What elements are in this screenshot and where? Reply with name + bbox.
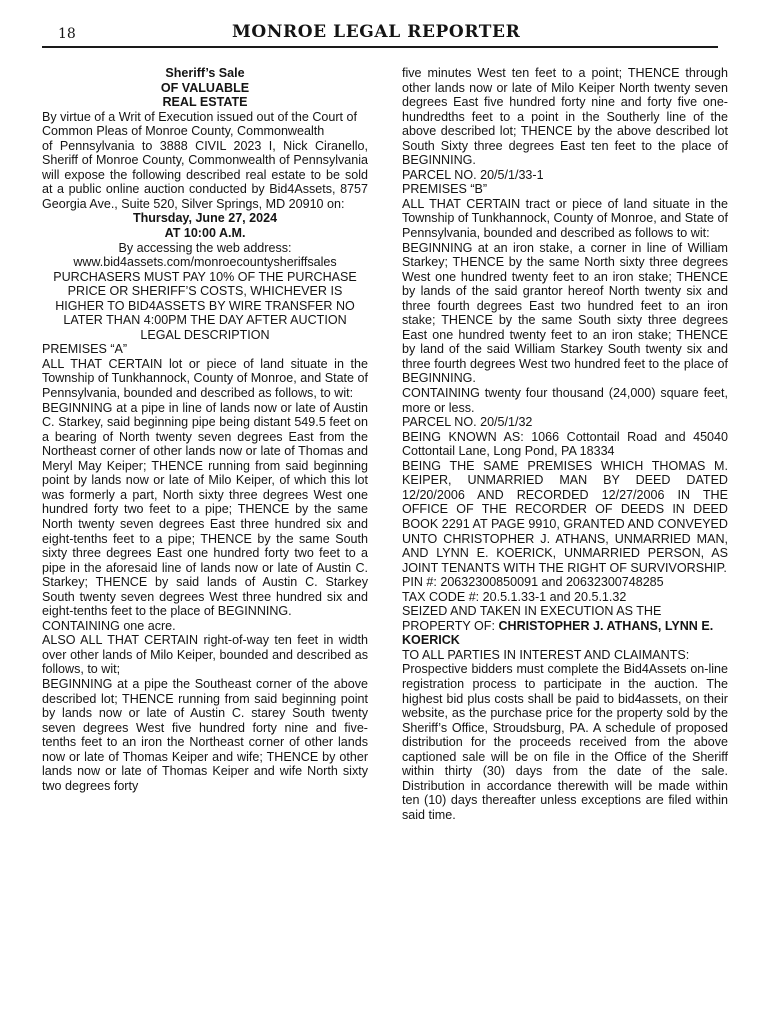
premises-a-paragraph: ALL THAT CERTAIN lot or piece of land situate in the Township of Tunkhannock, County of Monroe, and State of Pennsylvania, bounded and described as follows, to wit:	[42, 356, 368, 401]
page-header	[42, 22, 718, 48]
legal-description-heading: LEGAL DESCRIPTION	[140, 327, 270, 342]
page-number: 18	[58, 26, 76, 42]
writ-paragraph: By virtue of a Writ of Execution issued out of the Court of Common Pleas of Monroe County, Commonwealth	[42, 109, 357, 139]
premises-a-paragraph: BEGINNING at a pipe in line of lands now or late of Austin C. Starkey, said beginning pipe being distant 549.5 feet on a bearing of North twenty seven degrees East from the Northeast corner of other lands now or late of Thomas and Meryl May Keiper; THENCE running from said beginning point by lands now or late of Milo Keiper, of which this lot was formerly a part, North sixty three degrees West one hundred forty two feet to a pipe; THENCE by the same North twenty seven degrees East three hundred six and eight-tenths feet to a pipe; THENCE by the same South sixty three degrees East one hundred forty two feet to a pipe in the aforesaid line of lands now or late of Austin C. Starkey; THENCE by said lands of Austin C. Starkey South twenty seven degrees West three hundred six and eight-tenths feet to the place of BEGINNING.	[42, 400, 368, 619]
premises-b-label: PREMISES “B”	[402, 182, 488, 197]
bidders-paragraph: Prospective bidders must complete the Bid4Assets on-line registration process to participate in the auction. The highest bid plus costs shall be paid to bid4assets, on their website, as the purchase price for the property sold by the Sheriff’s Office, Stroudsburg, PA. A schedule of proposed distribution for the proceeds received from the above captioned sale will be on file in the Office of the Sheriff within thirty (30) days from the date of the sale. Distribution in accordance therewith will be made within ten (10) days thereafter unless exceptions are filed within said time.	[402, 662, 728, 822]
defendant-names: CHRISTOPHER J. ATHANS, LYNN E. KOERICK	[402, 618, 714, 648]
web-address: By accessing the web address: www.bid4assets.com/monroecountysheriffsales	[73, 240, 337, 270]
right-of-way-paragraph: five minutes West ten feet to a point; THENCE through other lands now or late of Milo Keiper North twenty seven degrees East five hundred forty nine and forty five one-hundredths feet to a point in the Southerly line of the above described lot; THENCE by the above described lot South Sixty three degrees East ten feet to the place of BEGINNING.	[402, 66, 728, 168]
sale-heading: Sheriff’s Sale	[165, 66, 245, 80]
parcel-number: PARCEL NO. 20/5/1/33-1	[402, 167, 544, 182]
seized-paragraph	[402, 604, 728, 648]
pin-number: PIN #: 20632300850091 and 20632300748285	[402, 575, 664, 590]
payment-notice: PURCHASERS MUST PAY 10% OF THE PURCHASE PRICE OR SHERIFF’S COSTS, WHICHEVER IS HIGHER TO BID4ASSETS BY WIRE TRANSFER NO LATER THAN 4:00PM THE DAY AFTER AUCTION	[53, 269, 357, 328]
premises-b-paragraph: CONTAINING twenty four thousand (24,000) square feet, more or less.	[402, 386, 728, 415]
sale-heading: OF VALUABLE	[160, 80, 250, 95]
tax-code: TAX CODE #: 20.5.1.33-1 and 20.5.1.32	[402, 589, 627, 604]
right-of-way-paragraph: BEGINNING at a pipe the Southeast corner of the above described lot; THENCE running from said beginning point by lands now or late of Austin C. starey South twenty seven degrees West five hundred forty nine and five-tenths feet to an iron the Northeast corner of other lands now or late of Thomas Keiper and wife; THENCE by other lands now or late of Thomas Keiper and wife North sixty two degrees forty	[42, 676, 368, 793]
deed-paragraph: BEING THE SAME PREMISES WHICH THOMAS M. KEIPER, UNMARRIED MAN BY DEED DATED 12/20/2006 AND RECORDED 12/27/2006 IN THE OFFICE OF THE RECORDER OF DEEDS IN DEED BOOK 2291 AT PAGE 9910, GRANTED AND CONVEYED UNTO CHRISTOPHER J. ATHANS, UNMARRIED MAN, AND LYNN E. KOERICK, UNMARRIED PERSON, AS JOINT TENANTS WITH THE RIGHT OF SURVIVORSHIP.	[402, 458, 728, 575]
parcel-number: PARCEL NO. 20/5/1/32	[402, 415, 533, 430]
sale-time: AT 10:00 A.M.	[164, 226, 246, 241]
left-column	[42, 66, 368, 793]
premises-b-paragraph: BEGINNING at an iron stake, a corner in line of William Starkey; THENCE by the same North sixty three degrees West one hundred twenty feet to an iron stake; THENCE by lands of the said grantor hereof North twenty six and three fourth degrees East two hundred feet to an iron stake; THENCE by the same South sixty three degrees East one hundred twenty feet to an iron stake; THENCE by land of the said William Starkey South twenty six and three fourth degrees West two hundred feet to the place of BEGINNING.	[402, 240, 728, 386]
writ-paragraph: of Pennsylvania to 3888 CIVIL 2023 I, Nick Ciranello, Sheriff of Monroe County, Commonwealth of Pennsylvania will expose the following described real estate to be sold at a public online auction conducted by Bid4Assets, 8757 Georgia Ave., Suite 520, Silver Springs, MD 20910 on:	[42, 138, 368, 211]
parties-heading: TO ALL PARTIES IN INTEREST AND CLAIMANTS:	[402, 647, 690, 662]
premises-b-paragraph: ALL THAT CERTAIN tract or piece of land situate in the Township of Tunkhannock, County of Monroe, and State of Pennsylvania, bounded and described as follows to wit:	[402, 196, 728, 241]
premises-a-paragraph: CONTAINING one acre.	[42, 618, 176, 633]
publication-title: MONROE LEGAL REPORTER	[232, 22, 521, 42]
right-of-way-paragraph: ALSO ALL THAT CERTAIN right-of-way ten feet in width over other lands of Milo Keiper, bounded and described as follows, to wit;	[42, 633, 368, 677]
known-as: BEING KNOWN AS: 1066 Cottontail Road and 45040 Cottontail Lane, Long Pond, PA 18334	[402, 429, 728, 459]
sale-heading: REAL ESTATE	[162, 95, 248, 110]
seized-text: SEIZED AND TAKEN IN EXECUTION AS THE PROPERTY OF:	[402, 604, 662, 633]
right-column	[402, 66, 728, 822]
sale-date: Thursday, June 27, 2024	[132, 211, 278, 226]
premises-a-label: PREMISES “A”	[42, 342, 128, 357]
